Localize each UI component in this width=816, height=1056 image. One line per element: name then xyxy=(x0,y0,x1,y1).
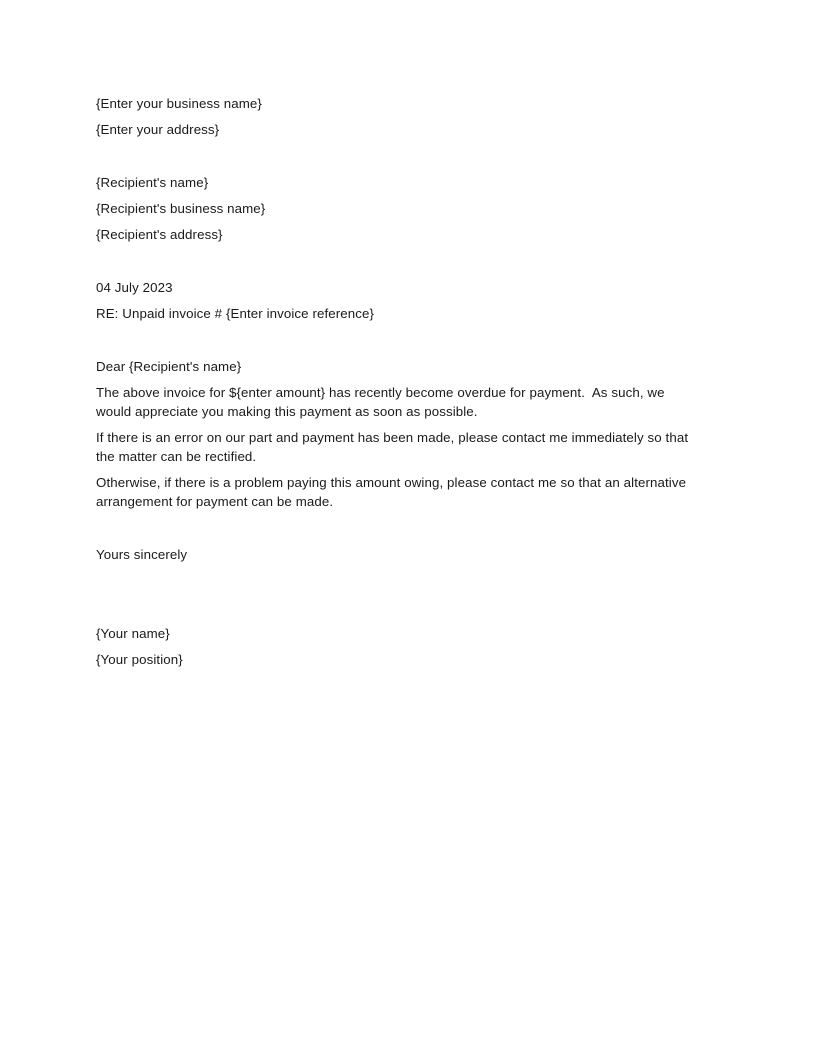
recipient-name: {Recipient's name} xyxy=(96,175,209,190)
salutation: Dear {Recipient's name} xyxy=(96,359,242,374)
body-paragraph-1: The above invoice for ${enter amount} has recently become overdue for payment. As such, we would appreciate you making this payment as soon as possible. xyxy=(96,385,669,419)
signature-name: {Your name} xyxy=(96,626,170,641)
body-paragraph-3: Otherwise, if there is a problem paying this amount owing, please contact me so that an alternative arrangement for payment can be made. xyxy=(96,475,690,509)
sender-business-name: {Enter your business name} xyxy=(96,96,262,111)
body-paragraph-2: If there is an error on our part and payment has been made, please contact me immediately so that the matter can be rectified. xyxy=(96,430,692,464)
recipient-address: {Recipient's address} xyxy=(96,227,223,242)
letter-date: 04 July 2023 xyxy=(96,280,173,295)
letter-subject: RE: Unpaid invoice # {Enter invoice reference} xyxy=(96,306,375,321)
recipient-business-name: {Recipient's business name} xyxy=(96,201,266,216)
signature-position: {Your position} xyxy=(96,652,183,667)
sender-address: {Enter your address} xyxy=(96,122,220,137)
letter-content xyxy=(96,94,696,676)
closing: Yours sincerely xyxy=(96,547,188,562)
